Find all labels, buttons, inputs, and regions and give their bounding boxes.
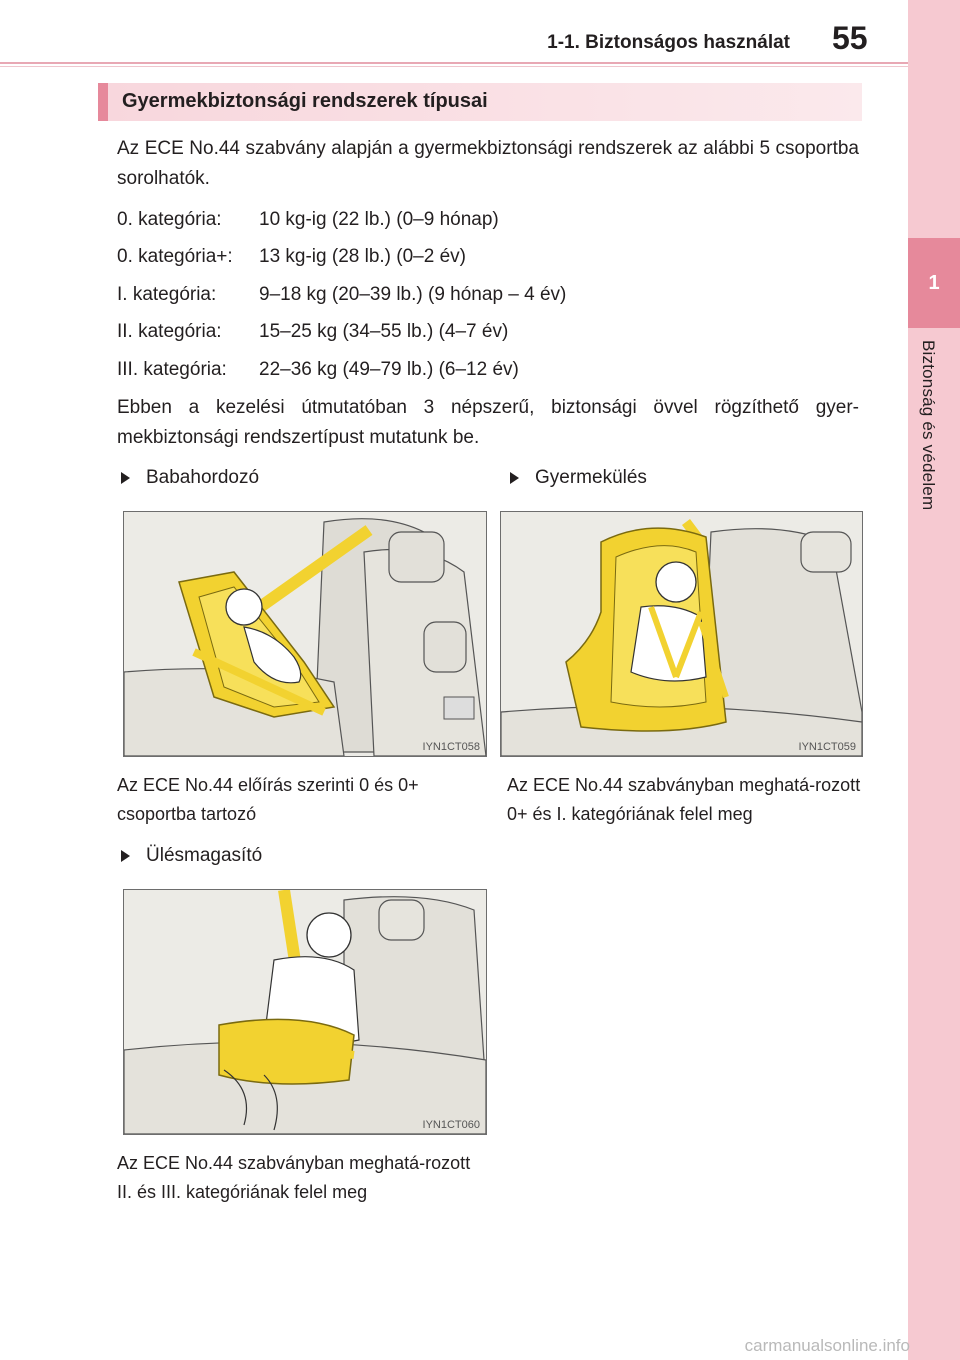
outro-paragraph: Ebben a kezelési útmutatóban 3 népszerű, biztonsági övvel rögzíthető gyer-mekbiztonsági rendszertípust mutatunk be. xyxy=(117,397,859,448)
booster-seat-drawing xyxy=(124,890,486,1134)
triangle-bullet-icon xyxy=(121,472,130,484)
category-row xyxy=(117,201,717,239)
figure-code: IYN1CT058 xyxy=(422,741,480,753)
category-row xyxy=(117,314,717,352)
booster-seat-illustration xyxy=(123,889,487,1135)
category-label: II. kategória: xyxy=(117,321,222,343)
category-value: 10 kg-ig (22 lb.) (0–9 hónap) xyxy=(259,208,499,230)
item-title: Babahordozó xyxy=(146,467,260,488)
item-caption: Az ECE No.44 szabványban meghatá-rozott II. és III. kategóriának felel meg xyxy=(117,1153,471,1202)
category-label: I. kategória: xyxy=(117,283,217,305)
category-row xyxy=(117,351,717,389)
category-value: 9–18 kg (20–39 lb.) (9 hónap – 4 év) xyxy=(259,283,567,305)
watermark: carmanualsonline.info xyxy=(744,1336,910,1355)
chapter-title: Biztonság és védelem xyxy=(919,340,938,511)
item-caption: Az ECE No.44 szabványban meghatá-rozott 0+ és I. kategóriának felel meg xyxy=(507,775,861,824)
item-heading-booster-seat xyxy=(121,845,262,867)
triangle-bullet-icon xyxy=(510,472,519,484)
category-label: III. kategória: xyxy=(117,358,227,380)
child-seat-drawing xyxy=(501,512,862,756)
category-row xyxy=(117,239,717,277)
section-title: Gyermekbiztonsági rendszerek típusai xyxy=(122,90,488,112)
category-list xyxy=(117,201,717,389)
item-caption: Az ECE No.44 előírás szerinti 0 és 0+ csoportba tartozó xyxy=(117,775,419,824)
category-value: 22–36 kg (49–79 lb.) (6–12 év) xyxy=(259,358,519,380)
item-title: Gyermekülés xyxy=(535,467,647,488)
header-rule-thin xyxy=(0,66,908,67)
category-row xyxy=(117,276,717,314)
item-title: Ülésmagasító xyxy=(146,845,263,866)
child-seat-illustration xyxy=(500,511,863,757)
item-heading-infant-carrier xyxy=(121,467,259,489)
page-number: 55 xyxy=(832,20,868,56)
section-heading-bar xyxy=(98,83,862,121)
header-rule xyxy=(0,62,908,64)
category-label: 0. kategória+: xyxy=(117,246,233,268)
chapter-number: 1 xyxy=(928,272,940,294)
chapter-side-tab[interactable] xyxy=(908,0,960,1360)
running-head: 1-1. Biztonságos használat xyxy=(547,32,790,53)
item-heading-child-seat xyxy=(510,467,647,489)
infant-carrier-drawing xyxy=(124,512,486,756)
triangle-bullet-icon xyxy=(121,850,130,862)
intro-paragraph: Az ECE No.44 szabvány alapján a gyermekbiztonsági rendszerek az alábbi 5 csoportba sorolhatók. xyxy=(117,138,859,189)
figure-code: IYN1CT060 xyxy=(422,1119,480,1131)
figure-code: IYN1CT059 xyxy=(798,741,856,753)
category-value: 13 kg-ig (28 lb.) (0–2 év) xyxy=(259,246,466,268)
infant-carrier-illustration xyxy=(123,511,487,757)
category-value: 15–25 kg (34–55 lb.) (4–7 év) xyxy=(259,321,509,343)
category-label: 0. kategória: xyxy=(117,208,222,230)
